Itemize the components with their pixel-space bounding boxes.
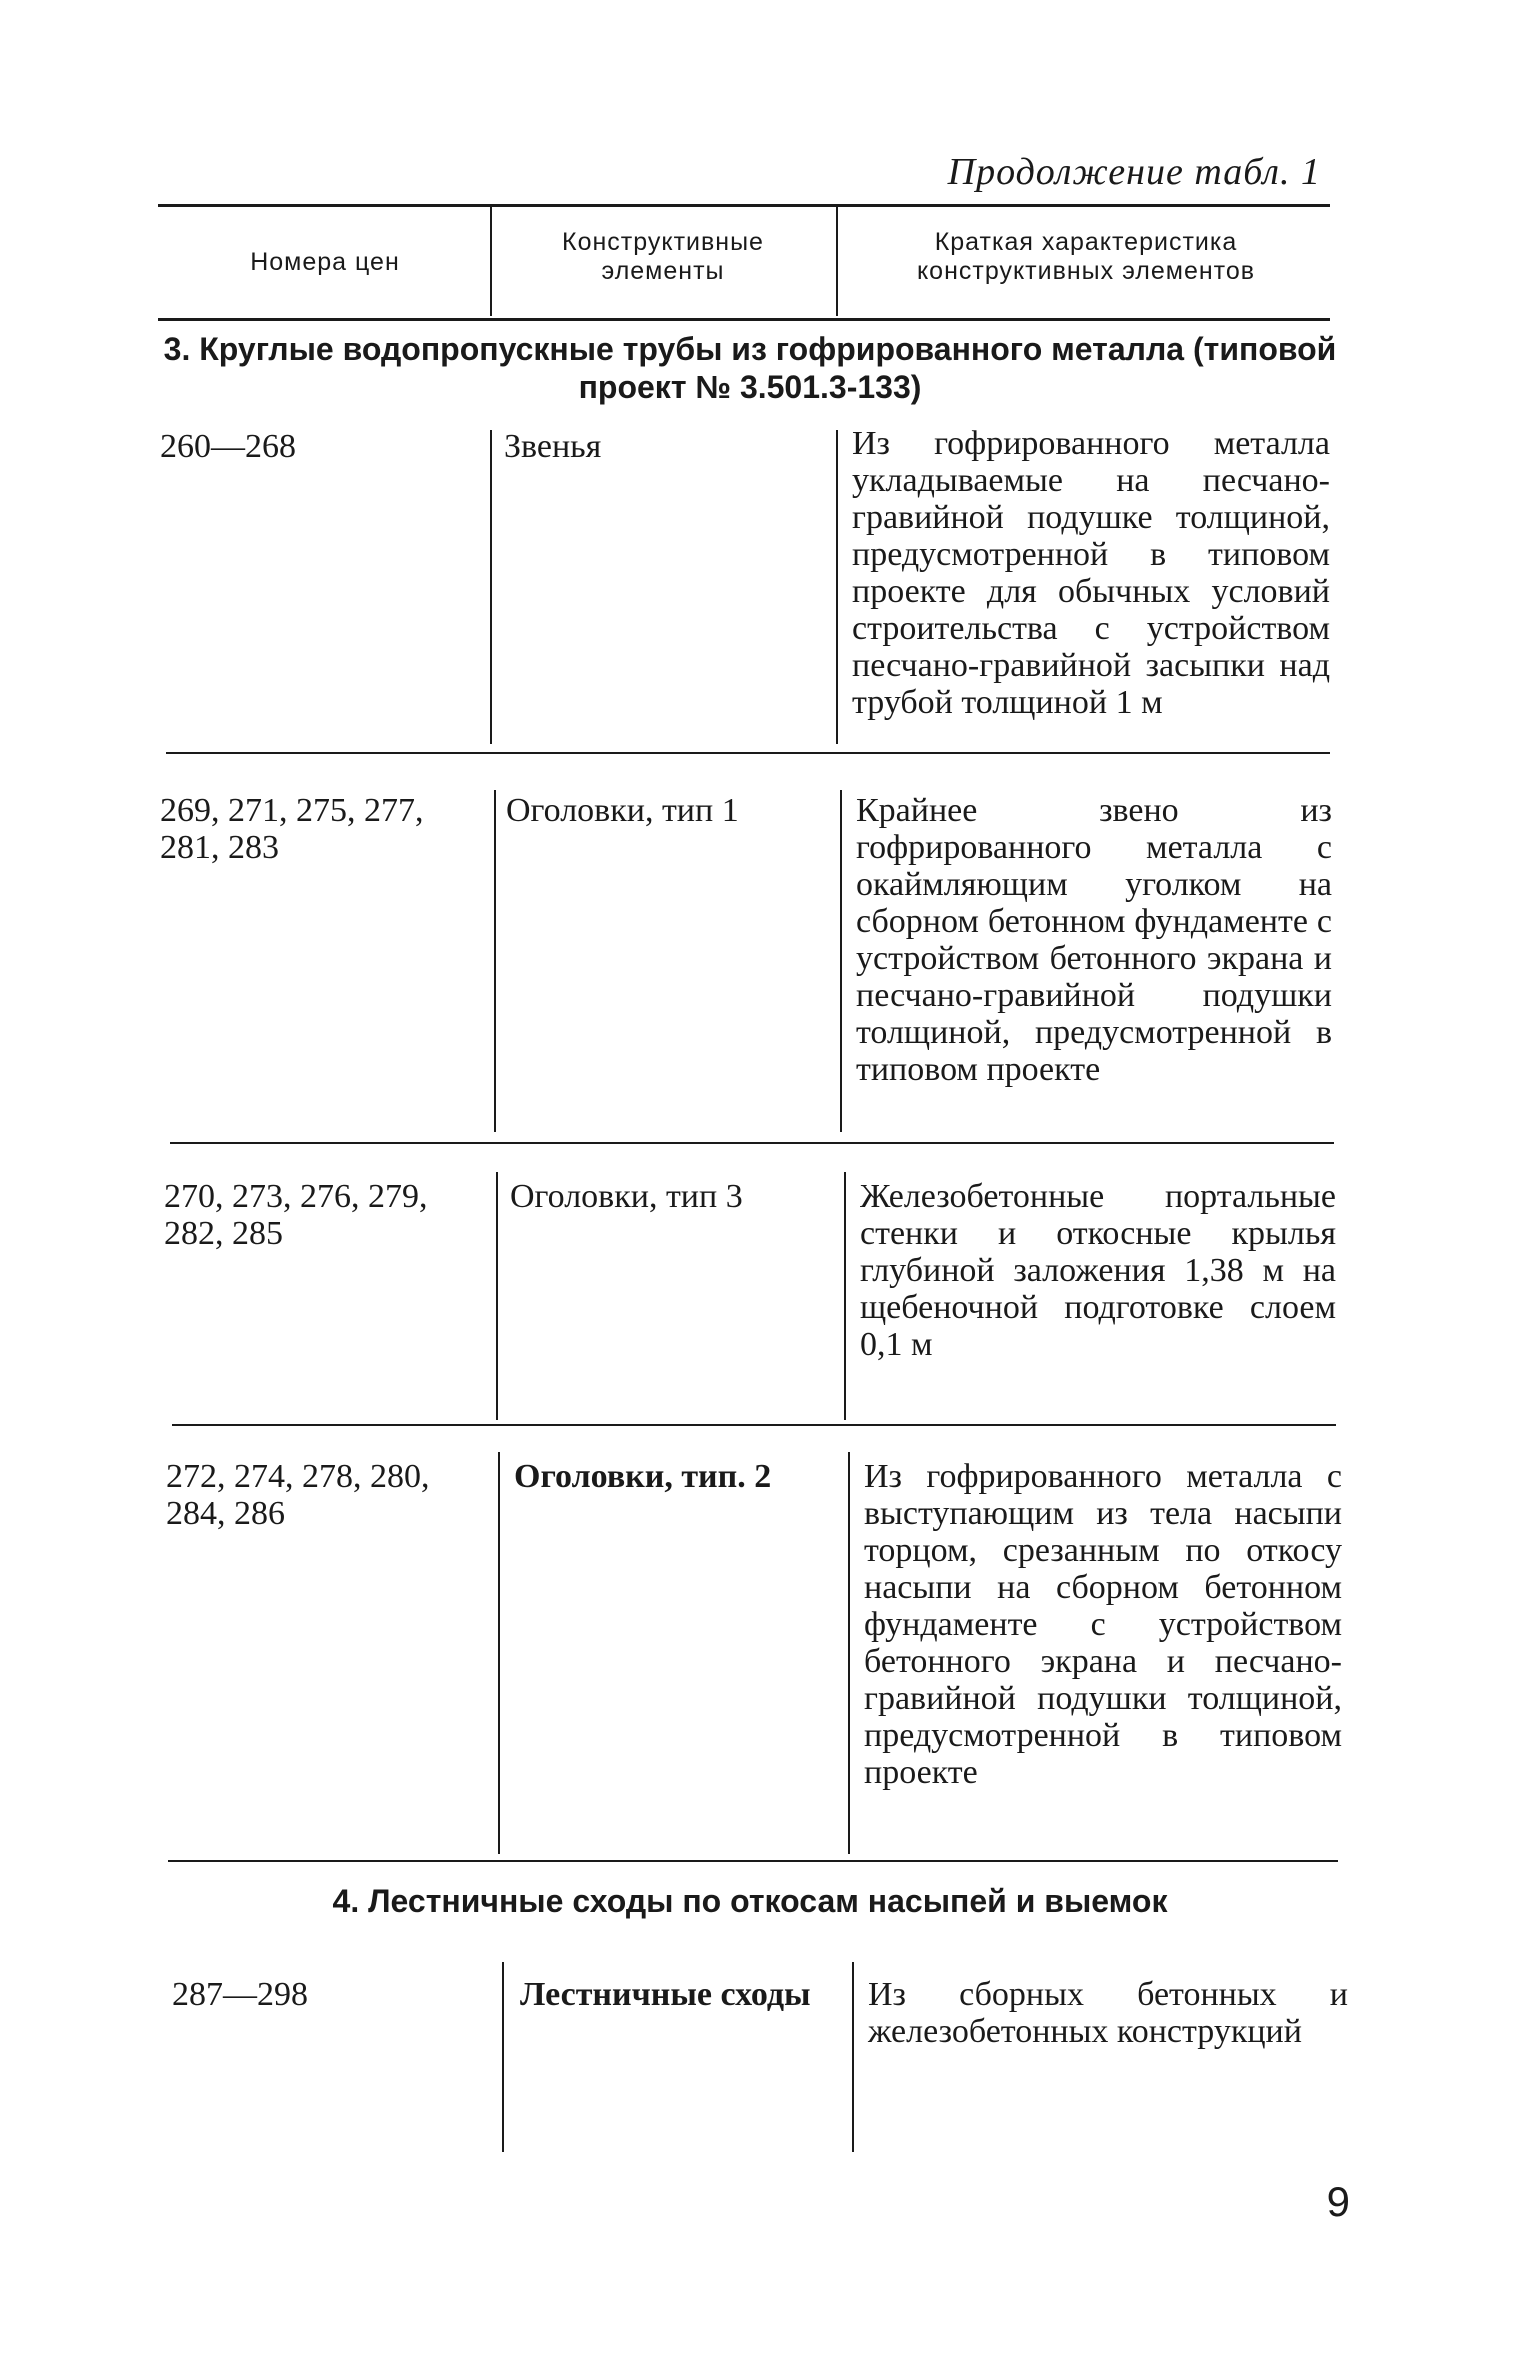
element-description: Из гофрированного металла укладываемые на песчано-гравийной подушке толщиной, предусмотренной в типовом проекте для обычных условий строительства с устройством песчано-гравийной засыпки над трубой толщиной 1 м — [852, 425, 1330, 721]
element-description: Железобетонные портальные стенки и откосные крылья глубиной заложения 1,38 м на щебеночной подготовке слоем 0,1 м — [860, 1178, 1336, 1363]
element-description: Крайнее звено из гофрированного металла с окаймляющим уголком на сборном бетонном фундаменте с устройством бетонного экрана и песчано-гравийной подушки толщиной, предусмотренной в типовом проекте — [856, 792, 1332, 1088]
column-divider — [496, 1172, 498, 1420]
page-number: 9 — [1326, 2178, 1350, 2225]
element-name: Оголовки, тип. 2 — [514, 1458, 772, 1495]
element-name: Лестничные сходы — [520, 1976, 811, 2013]
price-numbers: 260—268 — [160, 428, 296, 465]
price-numbers: 287—298 — [172, 1976, 308, 2013]
element-description: Из сборных бетонных и железобетонных конструкций — [868, 1976, 1348, 2050]
section-3-title: 3. Круглые водопропускные трубы из гофрированного металла (типовой проект № 3.501.3-133) — [163, 331, 1337, 405]
row-separator — [172, 1424, 1336, 1426]
header-col-elements: Конструктивные элементы — [562, 228, 764, 285]
header-divider — [836, 206, 838, 316]
continuation-title: Продолжение табл. 1 — [947, 151, 1321, 193]
price-numbers: 270, 273, 276, 279, 282, 285 — [164, 1178, 428, 1252]
column-divider — [836, 430, 838, 744]
column-divider — [490, 430, 492, 744]
column-divider — [840, 790, 842, 1132]
element-name: Оголовки, тип 3 — [510, 1178, 743, 1215]
price-numbers: 269, 271, 275, 277, 281, 283 — [160, 792, 424, 866]
section-4-title: 4. Лестничные сходы по откосам насыпей и выемок — [332, 1883, 1168, 1919]
header-col-prices: Номера цен — [250, 248, 400, 276]
header-divider — [490, 206, 492, 316]
element-name: Оголовки, тип 1 — [506, 792, 739, 829]
row-separator — [168, 1860, 1338, 1862]
price-numbers: 272, 274, 278, 280, 284, 286 — [166, 1458, 430, 1532]
column-divider — [848, 1452, 850, 1854]
column-divider — [502, 1962, 504, 2152]
column-divider — [498, 1452, 500, 1854]
row-separator — [170, 1142, 1334, 1144]
column-divider — [494, 790, 496, 1132]
column-divider — [844, 1172, 846, 1420]
element-description: Из гофрированного металла с выступающим из тела насыпи торцом, срезанным по откосу насыпи на сборном бетонном фундаменте с устройством бетонного экрана и песчано-гравийной подушки толщиной, предусмотренной в типовом проекте — [864, 1458, 1342, 1791]
header-top-rule — [158, 204, 1330, 207]
column-divider — [852, 1962, 854, 2152]
header-bottom-rule — [158, 318, 1330, 321]
header-col-characteristics: Краткая характеристика конструктивных элементов — [916, 228, 1256, 285]
row-separator — [166, 752, 1330, 754]
element-name: Звенья — [504, 428, 602, 465]
